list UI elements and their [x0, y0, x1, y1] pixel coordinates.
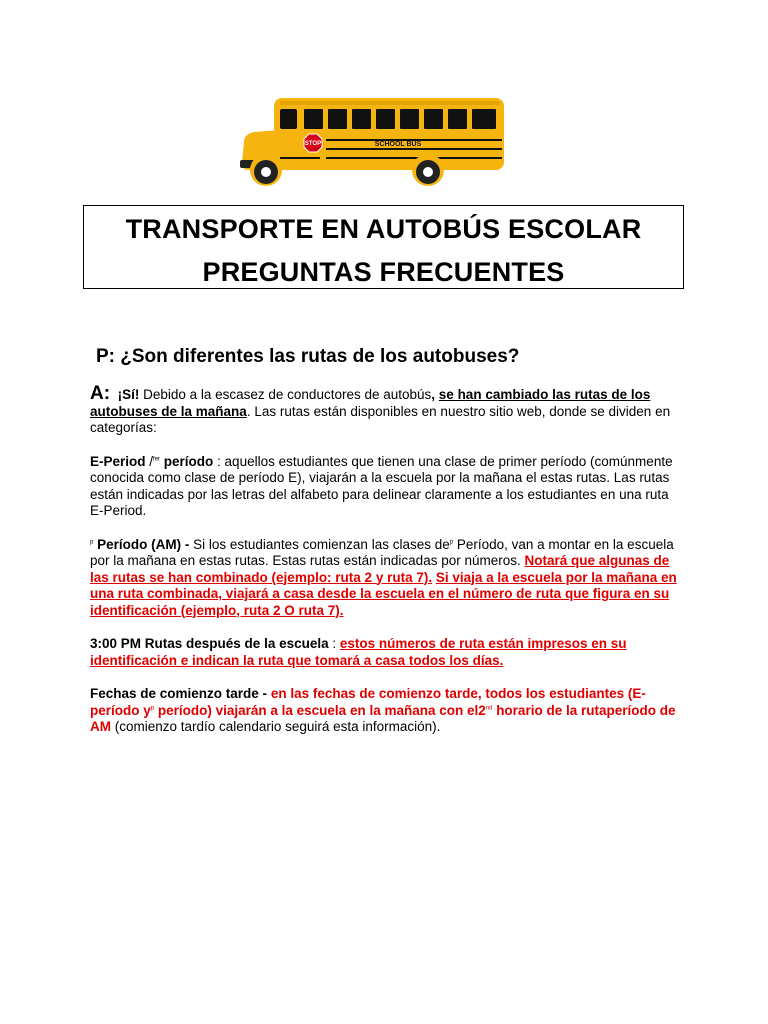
late-start-sup-2: nd: [485, 705, 493, 711]
period-am-text-1: Si los estudiantes comienzan las clases de: [189, 536, 450, 552]
eperiod-sup: fer: [153, 456, 161, 462]
school-bus-illustration: [240, 96, 508, 188]
faq-question: P: ¿Son diferentes las rutas de los autobuses?: [96, 346, 520, 367]
answer-text-2: . Las rutas están disponibles en nuestro sitio web, donde se dividen en categorías:: [90, 403, 671, 435]
eperiod-label: E-Period: [90, 453, 146, 469]
period-am-sup: p: [90, 539, 94, 545]
period-am-red-2: Si viaja a la escuela por la mañana en una ruta combinada, viajará a casa desde la escuela en el número de ruta que figura en su identificación (ejemplo, ruta 2 O ruta 7).: [90, 569, 677, 618]
afternoon-red: estos números de ruta están impresos en su identificación e indican la ruta que tomará a casa todos los días.: [90, 636, 627, 668]
afternoon-paragraph: [90, 636, 680, 669]
answer-text-1: Debido a la escasez de conductores de autobús: [139, 387, 432, 402]
late-start-text: (comienzo tardío calendario seguirá esta información).: [111, 719, 441, 734]
period-am-sup-2: p: [449, 539, 454, 545]
late-start-sup: p: [150, 705, 155, 711]
late-start-red-2: período) viajarán a la escuela en la mañana con el2: [154, 702, 486, 718]
bus-label: SCHOOL BUS: [374, 141, 422, 148]
answer-comma: ,: [431, 387, 439, 402]
answer-highlight: se han cambiado las rutas de los autobuses de la mañana: [90, 387, 651, 419]
period-am-label: Período (AM) -: [93, 536, 190, 552]
answer-yes: ¡Sí!: [117, 387, 140, 402]
late-start-label: Fechas de comienzo tarde -: [90, 686, 268, 701]
period-am-red-1: Notará que algunas de las rutas se han combinado (ejemplo: ruta 2 y ruta 7).: [90, 553, 670, 585]
afternoon-label: Rutas después de la escuela: [141, 636, 329, 651]
eperiod-text: : aquellos estudiantes que tienen una clase de primer período (comúnmente conocida como clase de período E), viajarán a la escuela por la mañana el estas rutas. Las rutas están indicadas por las letras del alfabeto para delinear claramente a los estudiantes en una ruta E-Period.: [90, 453, 673, 518]
period-am-text-2: Período, van a montar en la escuela por la mañana en estas rutas. Estas rutas están indicadas por números.: [90, 536, 674, 568]
late-start-red-1: en las fechas de comienzo tarde, todos los estudiantes (E-período y: [90, 686, 646, 718]
eperiod-paragraph: [90, 454, 680, 520]
afternoon-colon: :: [328, 636, 340, 651]
period-am-paragraph: [90, 537, 680, 620]
eperiod-label-2: período: [160, 453, 214, 469]
eperiod-slash: /: [145, 453, 154, 469]
answer-paragraph: [90, 383, 680, 437]
stop-sign-text: STOP: [304, 141, 322, 147]
school-bus-icon: [240, 96, 508, 188]
faq-answer-content: [90, 383, 680, 753]
page-subtitle: PREGUNTAS FRECUENTES: [202, 257, 565, 287]
late-start-red-3: horario de la rutaperíodo de AM: [90, 702, 676, 734]
page-title: TRANSPORTE EN AUTOBÚS ESCOLAR: [125, 214, 642, 244]
title-box: [83, 205, 684, 289]
answer-label: A:: [90, 383, 111, 404]
late-start-paragraph: [90, 686, 680, 736]
afternoon-time: 3:00 PM: [90, 636, 142, 651]
